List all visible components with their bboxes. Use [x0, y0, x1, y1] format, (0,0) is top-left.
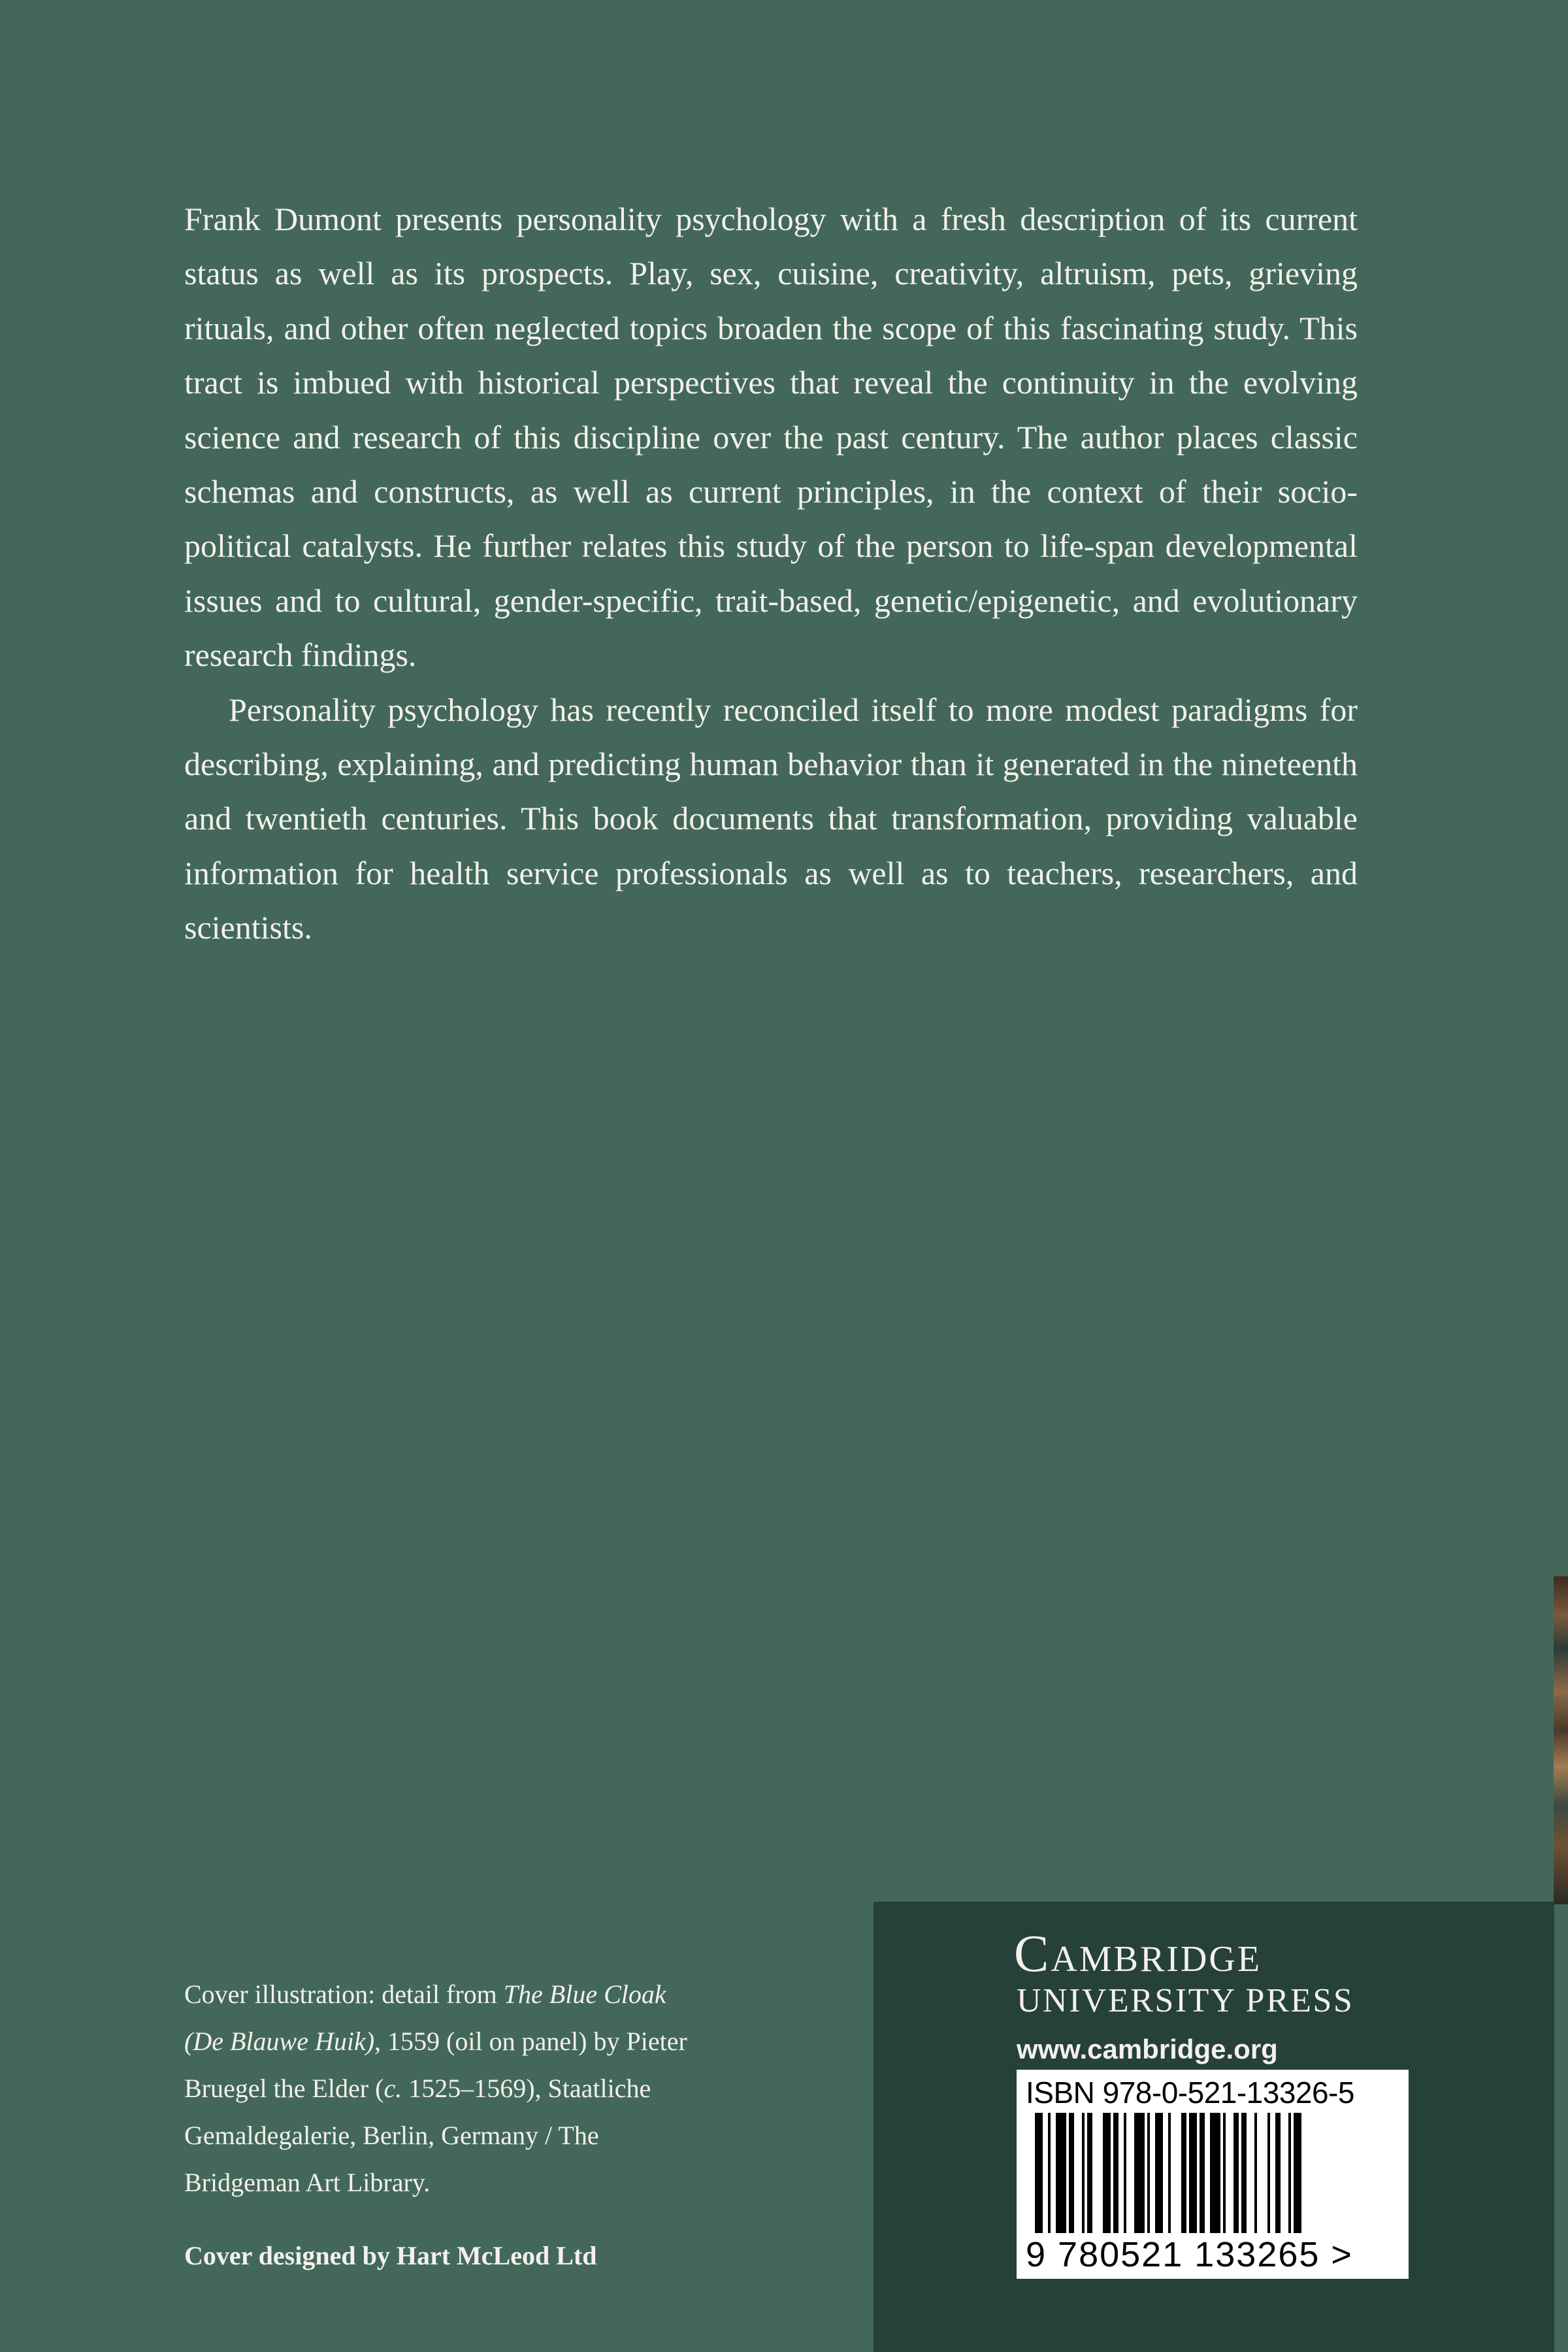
- barcode-bar: [1035, 2113, 1043, 2233]
- circa-mark: c.: [384, 2074, 402, 2103]
- barcode-bar: [1294, 2113, 1301, 2233]
- barcode-bar: [1189, 2113, 1197, 2233]
- publisher-url: www.cambridge.org: [1017, 2034, 1278, 2064]
- credit-text: , 1559 (oil on panel) by Pieter: [374, 2027, 687, 2056]
- barcode-bar: [1147, 2113, 1150, 2233]
- barcode-bar: [1254, 2113, 1257, 2233]
- barcode-bar: [1056, 2113, 1066, 2233]
- barcode-bar: [1103, 2113, 1111, 2233]
- barcode-bar: [1069, 2113, 1074, 2233]
- barcode-bar: [1200, 2113, 1205, 2233]
- barcode-bar: [1181, 2113, 1186, 2233]
- credit-text: Bruegel the Elder (: [184, 2074, 384, 2103]
- blurb: [184, 192, 1358, 955]
- barcode-bar: [1233, 2113, 1239, 2233]
- barcode-bar: [1210, 2113, 1220, 2233]
- barcode-bar: [1241, 2113, 1247, 2233]
- barcode-bar: [1168, 2113, 1171, 2233]
- publisher-name: Cambridge: [1014, 1925, 1262, 1983]
- barcode-bar: [1048, 2113, 1051, 2233]
- isbn-barcode: [1017, 2070, 1409, 2279]
- credit-line-2: [184, 2018, 746, 2065]
- barcode-bar: [1155, 2113, 1163, 2233]
- blurb-paragraph-2: Personality psychology has recently reconciled itself to more modest paradigms for describing, explaining, and predicting human behavior than it generated in the nineteenth and twentieth centuries. This book documents that transformation, providing valuable information for health service professionals as well as to teachers, researchers, and scientists.: [184, 691, 1358, 946]
- artwork-title: The Blue Cloak: [503, 1979, 666, 2009]
- blurb-paragraph-1: Frank Dumont presents personality psychology with a fresh description of its current status as well as its prospects. Play, sex, cuisine, creativity, altruism, pets, grieving rituals, and other often neglected topics broaden the scope of this fascinating study. This tract is imbued with historical perspectives that reveal the continuity in the evolving science and research of this discipline over the past century. The author places classic schemas and constructs, as well as current principles, in the context of their socio-political catalysts. He further relates this study of the person to life-span developmental issues and to cultural, gender-specific, trait-based, genetic/epigenetic, and evolutionary research findings.: [184, 201, 1358, 674]
- barcode-bar: [1087, 2113, 1092, 2233]
- credit-text: Cover illustration: detail from: [184, 1979, 504, 2009]
- publisher-panel: [874, 1902, 1554, 2352]
- isbn-label: ISBN 978-0-521-13326-5: [1026, 2076, 1354, 2110]
- credit-line-5: Bridgeman Art Library.: [184, 2168, 431, 2197]
- credit-line-3: [184, 2065, 746, 2112]
- cover-art-edge: [1554, 1576, 1568, 1904]
- barcode-bar: [1124, 2113, 1126, 2233]
- barcode-bars: [1035, 2113, 1390, 2233]
- cover-illustration-credit: [184, 1971, 746, 2206]
- cover-designer-credit: Cover designed by Hart McLeod Ltd: [184, 2241, 597, 2270]
- barcode-bar: [1267, 2113, 1270, 2233]
- credit-line-1: [184, 1971, 746, 2018]
- barcode-bar: [1288, 2113, 1291, 2233]
- credit-text: 1525–1569), Staatliche: [402, 2074, 651, 2103]
- barcode-bar: [1082, 2113, 1085, 2233]
- barcode-bar: [1134, 2113, 1145, 2233]
- artwork-original-title: (De Blauwe Huik): [184, 2027, 375, 2056]
- barcode-bar: [1223, 2113, 1226, 2233]
- publisher-subtitle: UNIVERSITY PRESS: [1017, 1982, 1354, 2019]
- barcode-bar: [1113, 2113, 1119, 2233]
- barcode-digits: 9 780521 133265 >: [1026, 2235, 1353, 2274]
- credit-line-4: Gemaldegalerie, Berlin, Germany / The: [184, 2121, 599, 2150]
- barcode-bar: [1275, 2113, 1281, 2233]
